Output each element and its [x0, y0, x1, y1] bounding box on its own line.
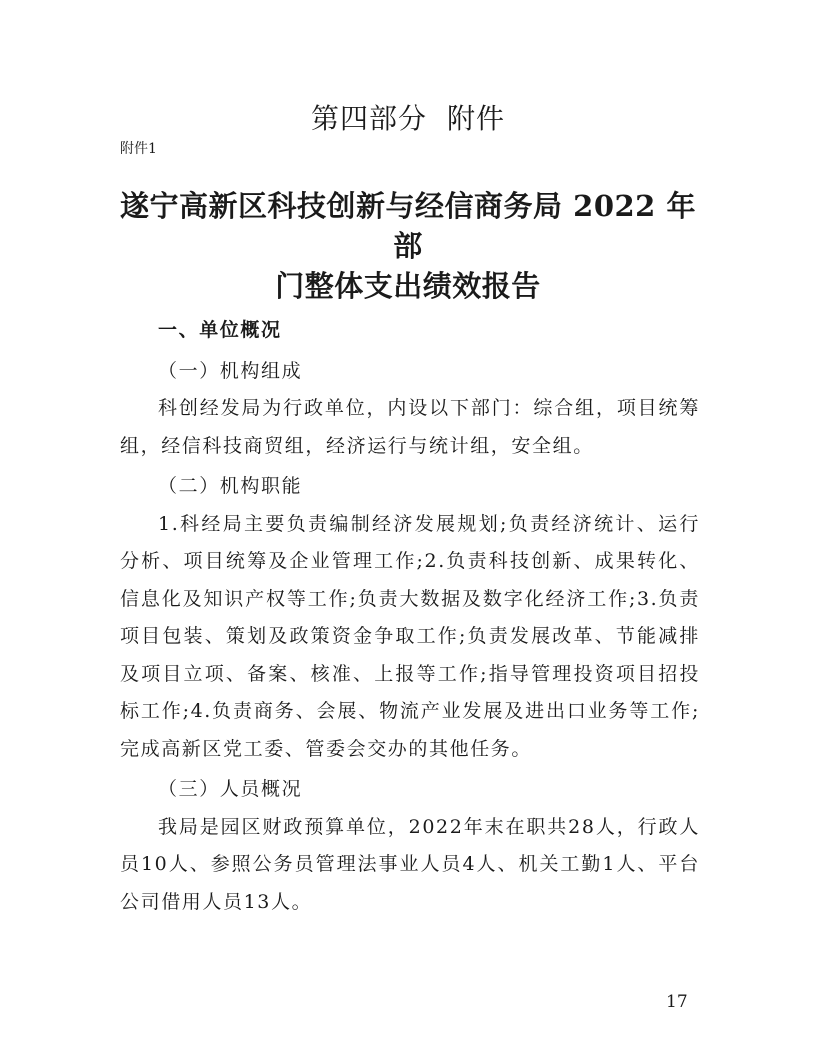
document-title	[112, 186, 704, 306]
paragraph-personnel: 我局是园区财政预算单位，2022年末在职共28人，行政人员10人、参照公务员管理法事业人员4人、机关工勤1人、平台公司借用人员13人。	[120, 815, 700, 913]
subsection-heading-personnel: （三）人员概况	[158, 778, 303, 800]
document-title-line-1: 遂宁高新区科技创新与经信商务局 2022 年部	[120, 189, 696, 263]
subsection-heading-organization: （一）机构组成	[158, 359, 303, 382]
part-title: 第四部分 附件	[311, 102, 505, 135]
paragraph-functions: 1.科经局主要负责编制经济发展规划;负责经济统计、运行分析、项目统筹及企业管理工作;2.负责科技创新、成果转化、信息化及知识产权等工作;负责大数据及数字化经济工作;3.负责项目包装、策划及政策资金争取工作;负责发展改革、节能减排及项目立项、备案、核准、上报等工作;指导管理投资项目招投标工作;4.负责商务、会展、物流产业发展及进出口业务等工作;完成高新区党工委、管委会交办的其他任务。	[120, 512, 700, 760]
paragraph-organization: 科创经发局为行政单位，内设以下部门：综合组，项目统筹组，经信科技商贸组，经济运行与统计组，安全组。	[120, 397, 700, 457]
document-title-line-2: 门整体支出绩效报告	[275, 269, 541, 303]
page-number: 17	[666, 992, 688, 1012]
subsection-heading-functions: （二）机构职能	[158, 475, 303, 497]
attachment-label: 附件1	[120, 141, 157, 157]
document-body	[120, 310, 700, 921]
section-heading-unit-overview: 一、单位概况	[158, 319, 282, 341]
